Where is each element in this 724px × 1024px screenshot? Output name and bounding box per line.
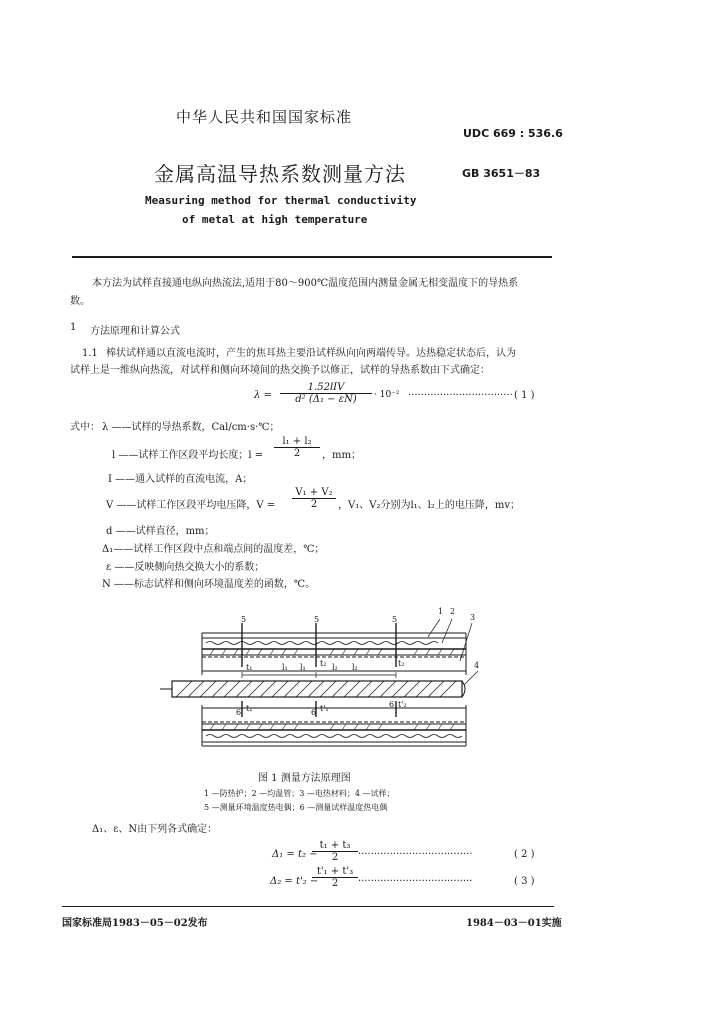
def-lambda: λ ——试样的导热系数，Cal/cm·s·℃； xyxy=(102,422,280,433)
section-title: 方法原理和计算公式 xyxy=(90,326,180,337)
eq2-denominator: 2 xyxy=(331,852,339,863)
effective-date: 1984－03－01实施 xyxy=(466,918,562,929)
eq2-number: ( 2 ) xyxy=(514,849,535,860)
para11-line1: 棒状试样通以直流电流时，产生的焦耳热主要沿试样纵向向两端传导。达热稳定状态后，认为 xyxy=(106,348,516,359)
label-l2-b: l₂ xyxy=(352,663,358,672)
params-intro: Δ₁、ε、N由下列各式确定： xyxy=(92,824,218,835)
eq2-fraction xyxy=(312,840,358,863)
label-t2-prime: t'₂ xyxy=(398,700,407,709)
intro-line2: 数。 xyxy=(70,296,90,307)
def-V-den: 2 xyxy=(310,499,318,510)
def-I: I ——通入试样的直流电流，A； xyxy=(108,474,253,485)
def-V: V ——试样工作区段平均电压降，V = xyxy=(106,500,276,511)
label-l1-b: l₁ xyxy=(300,663,306,672)
section-number: 1 xyxy=(70,322,77,333)
def-N: N ——标志试样和侧向环境温度差的函数，℃。 xyxy=(102,579,316,590)
eq2-lhs: Δ₁ = t₂ − xyxy=(272,849,318,860)
eq3-fraction xyxy=(312,866,358,889)
def-l: l ——试样工作区段平均长度；l = xyxy=(112,450,264,461)
para-number: 1.1 xyxy=(82,348,98,359)
eq3-number: ( 3 ) xyxy=(514,876,535,887)
def-delta: Δ₁——试样工作区段中点和端点间的温度差，℃； xyxy=(102,544,325,555)
eq3-numerator: t'₁ + t'₃ xyxy=(312,866,358,878)
udc-code: UDC 669 : 536.6 xyxy=(463,127,563,140)
english-title-line2: of metal at high temperature xyxy=(182,213,368,226)
measurement-principle-diagram xyxy=(160,605,500,755)
gb-number: GB 3651－83 xyxy=(462,167,541,180)
def-l-fraction xyxy=(274,436,320,459)
figure-caption: 图 1 测量方法原理图 xyxy=(258,773,351,784)
def-d: d ——试样直径，mm； xyxy=(106,526,215,537)
callout-6a: 6 xyxy=(236,708,242,717)
eq3-denominator: 2 xyxy=(331,878,339,889)
callout-5b: 5 xyxy=(314,615,320,624)
figure-legend-line1: 1 —防热护；2 —均温管；3 —电热材料；4 —试样； xyxy=(204,789,395,798)
english-title-line1: Measuring method for thermal conductivity xyxy=(145,194,417,207)
callout-6b: 6 xyxy=(311,708,317,717)
para11-line2: 试样上是一维纵向热流，对试样和侧向环境间的热交换予以修正，试样的导热系数由下式确定： xyxy=(70,365,490,376)
eq1-denominator: d² (Δ₁ − εN) xyxy=(295,394,357,405)
figure-legend-line2: 5 —测量环境温度热电偶；6 —测量试样温度热电偶 xyxy=(204,803,388,812)
def-l-num: l₁ + l₂ xyxy=(274,436,320,448)
footer-rule xyxy=(62,906,554,907)
callout-6c: 6 xyxy=(389,700,395,709)
defs-intro: 式中： xyxy=(70,422,100,433)
eq1-number: ( 1 ) xyxy=(514,390,535,401)
eq2-dots: ···································· xyxy=(358,849,473,860)
def-V-fraction xyxy=(292,487,336,510)
def-V-num: V₁ + V₂ xyxy=(292,487,336,499)
document-title: 金属高温导热系数测量方法 xyxy=(154,162,406,186)
label-t1-prime: t'₁ xyxy=(320,704,329,713)
label-t1: t₁ xyxy=(246,663,253,672)
def-l-post: ，mm； xyxy=(322,450,361,461)
label-t2: t₂ xyxy=(398,659,405,668)
label-t1-lower: t₁ xyxy=(246,704,253,713)
eq1-fraction xyxy=(280,382,372,405)
callout-2: 2 xyxy=(450,607,456,616)
label-t2-mid: t₂ xyxy=(320,659,327,668)
label-l1-a: l₁ xyxy=(282,663,288,672)
eq1-lhs: λ = xyxy=(254,390,272,401)
eq1-numerator: 1.52lIV xyxy=(280,382,372,394)
def-V-post: ，V₁、V₂分别为l₁、l₂上的电压降，mv； xyxy=(338,500,521,511)
eq1-dots: ································· xyxy=(408,390,513,401)
issued-date: 国家标准局1983－05－02发布 xyxy=(62,918,208,929)
callout-3: 3 xyxy=(470,613,476,622)
eq2-numerator: t₁ + t₃ xyxy=(312,840,358,852)
def-eps: ε ——反映侧向热交换大小的系数； xyxy=(106,562,265,573)
intro-line1: 本方法为试样直接通电纵向热流法,适用于80～900℃温度范围内测量金属无相变温度下的导热系 xyxy=(92,278,519,289)
callout-4: 4 xyxy=(474,661,480,670)
standard-header: 中华人民共和国国家标准 xyxy=(176,108,353,126)
label-l2-a: l₂ xyxy=(332,663,338,672)
eq3-dots: ···································· xyxy=(358,876,473,887)
callout-5c: 5 xyxy=(392,615,398,624)
callout-1: 1 xyxy=(438,607,444,616)
callout-5a: 5 xyxy=(241,615,247,624)
header-rule xyxy=(72,256,552,258)
eq3-lhs: Δ₂ = t'₂ − xyxy=(270,876,319,887)
def-l-den: 2 xyxy=(293,448,301,459)
eq1-factor: · 10⁻² xyxy=(374,390,400,400)
